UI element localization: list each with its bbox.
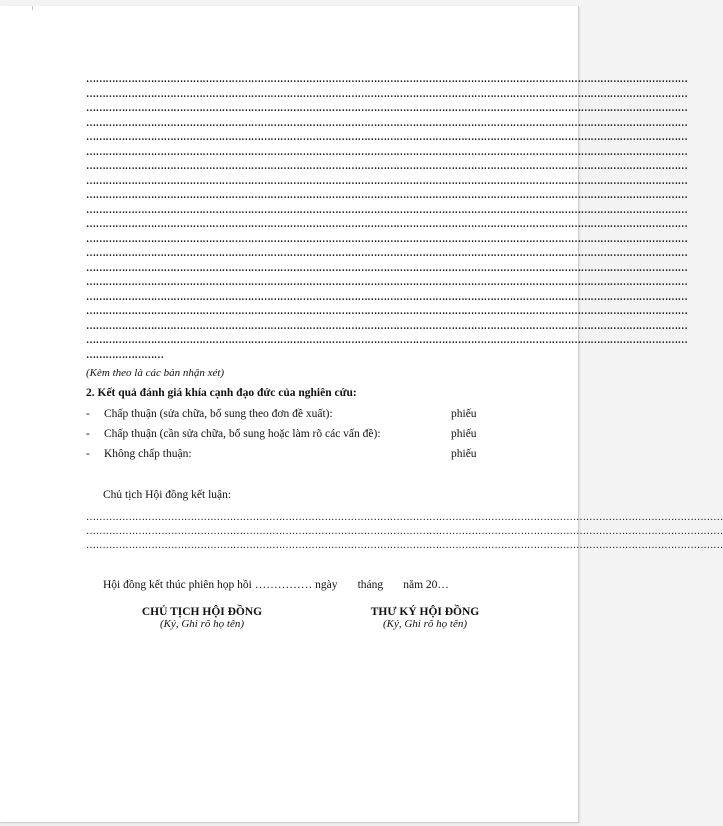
dotted-line: …………………………………………………………………………………………………………………………………………………………………… bbox=[86, 291, 688, 303]
secretary-subtitle: (Ký, Ghi rõ họ tên) bbox=[382, 618, 467, 630]
dotted-line: …………………………………………………………………………………………………………………………………………………………………… bbox=[86, 335, 688, 346]
dotted-line: …………………………………………………………………………………………………………………………………………………………………… bbox=[86, 233, 688, 245]
dotted-line: …………………………………………………………………………………………………………………………………………………………………… bbox=[86, 248, 688, 259]
dotted-line: …………………………………………………………………………………………………………………………………………………………………… bbox=[86, 262, 688, 274]
conclusion-line: …………………………………………………………………………………………………………………………………………………………………………… bbox=[86, 526, 723, 537]
secretary-signature-block bbox=[335, 606, 515, 630]
option-approve-with-changes bbox=[86, 428, 506, 444]
section-2-title: 2. Kết quả đánh giá khía cạnh đạo đức của nghiên cứu: bbox=[86, 387, 357, 399]
conclusion-line: …………………………………………………………………………………………………………………………………………………………………………… bbox=[86, 512, 723, 523]
dotted-line: …………………………………………………………………………………………………………………………………………………………………… bbox=[86, 204, 688, 216]
chair-title: CHỦ TỊCH HỘI ĐỒNG bbox=[141, 606, 263, 618]
dotted-line: …………………………………………………………………………………………………………………………………………………………………… bbox=[86, 88, 688, 100]
option-label: Không chấp thuận: bbox=[104, 448, 192, 460]
option-approve bbox=[86, 408, 506, 424]
dotted-line: …………………………………………………………………………………………………………………………………………………………………… bbox=[86, 117, 688, 129]
option-vote: phiếu bbox=[451, 448, 477, 460]
dotted-line: …………………………………………………………………………………………………………………………………………………………………… bbox=[86, 175, 688, 187]
dotted-line: …………………………………………………………………………………………………………………………………………………………………… bbox=[86, 320, 688, 332]
dotted-line: …………………………………………………………………………………………………………………………………………………………………… bbox=[86, 306, 688, 317]
conclusion-label: Chủ tịch Hội đồng kết luận: bbox=[103, 489, 232, 501]
dotted-line: …………………………………………………………………………………………………………………………………………………………………… bbox=[86, 103, 688, 114]
dotted-line: …………………………………………………………………………………………………………………………………………………………………… bbox=[86, 190, 688, 201]
dotted-line: …………………………………………………………………………………………………………………………………………………………………… bbox=[86, 74, 688, 85]
option-dash: - bbox=[86, 408, 90, 420]
option-reject bbox=[86, 448, 506, 464]
dotted-line: …………………………………………………………………………………………………………………………………………………………………… bbox=[86, 146, 688, 158]
dotted-line: …………………………………………………………………………………………………………………………………………………………………… bbox=[86, 132, 688, 143]
dotted-line: …………………………………………………………………………………………………………………………………………………………………… bbox=[86, 277, 688, 288]
page-corner-mark bbox=[32, 6, 33, 10]
document-page bbox=[0, 6, 723, 823]
conclusion-line: …………………………………………………………………………………………………………………………………………………………………………… bbox=[86, 540, 723, 551]
dotted-line: …………………………………………………………………………………………………………………………………………………………………… bbox=[86, 219, 688, 230]
remarks-dotted-lines bbox=[86, 73, 688, 363]
dotted-line: …………………………………………………………………………………………………………………………………………………………………… bbox=[86, 161, 688, 172]
conclusion-dotted-lines bbox=[86, 511, 723, 553]
attachment-note: (Kèm theo là các bản nhận xét) bbox=[86, 367, 225, 379]
option-vote: phiếu bbox=[451, 408, 477, 420]
option-label: Chấp thuận (cần sửa chữa, bổ sung hoặc làm rõ các vấn đề): bbox=[104, 428, 381, 440]
option-label: Chấp thuận (sửa chữa, bổ sung theo đơn đề xuất): bbox=[104, 408, 333, 420]
meeting-end-line: Hội đồng kết thúc phiên họp hồi …………… ngày tháng năm 20… bbox=[103, 579, 449, 591]
chair-signature-block bbox=[112, 606, 292, 630]
option-dash: - bbox=[86, 448, 90, 460]
secretary-title: THƯ KÝ HỘI ĐỒNG bbox=[370, 606, 480, 618]
option-dash: - bbox=[86, 428, 90, 440]
option-vote: phiếu bbox=[451, 428, 477, 440]
chair-subtitle: (Ký, Ghi rõ họ tên) bbox=[159, 618, 244, 630]
dotted-line: …………………… bbox=[86, 349, 164, 361]
